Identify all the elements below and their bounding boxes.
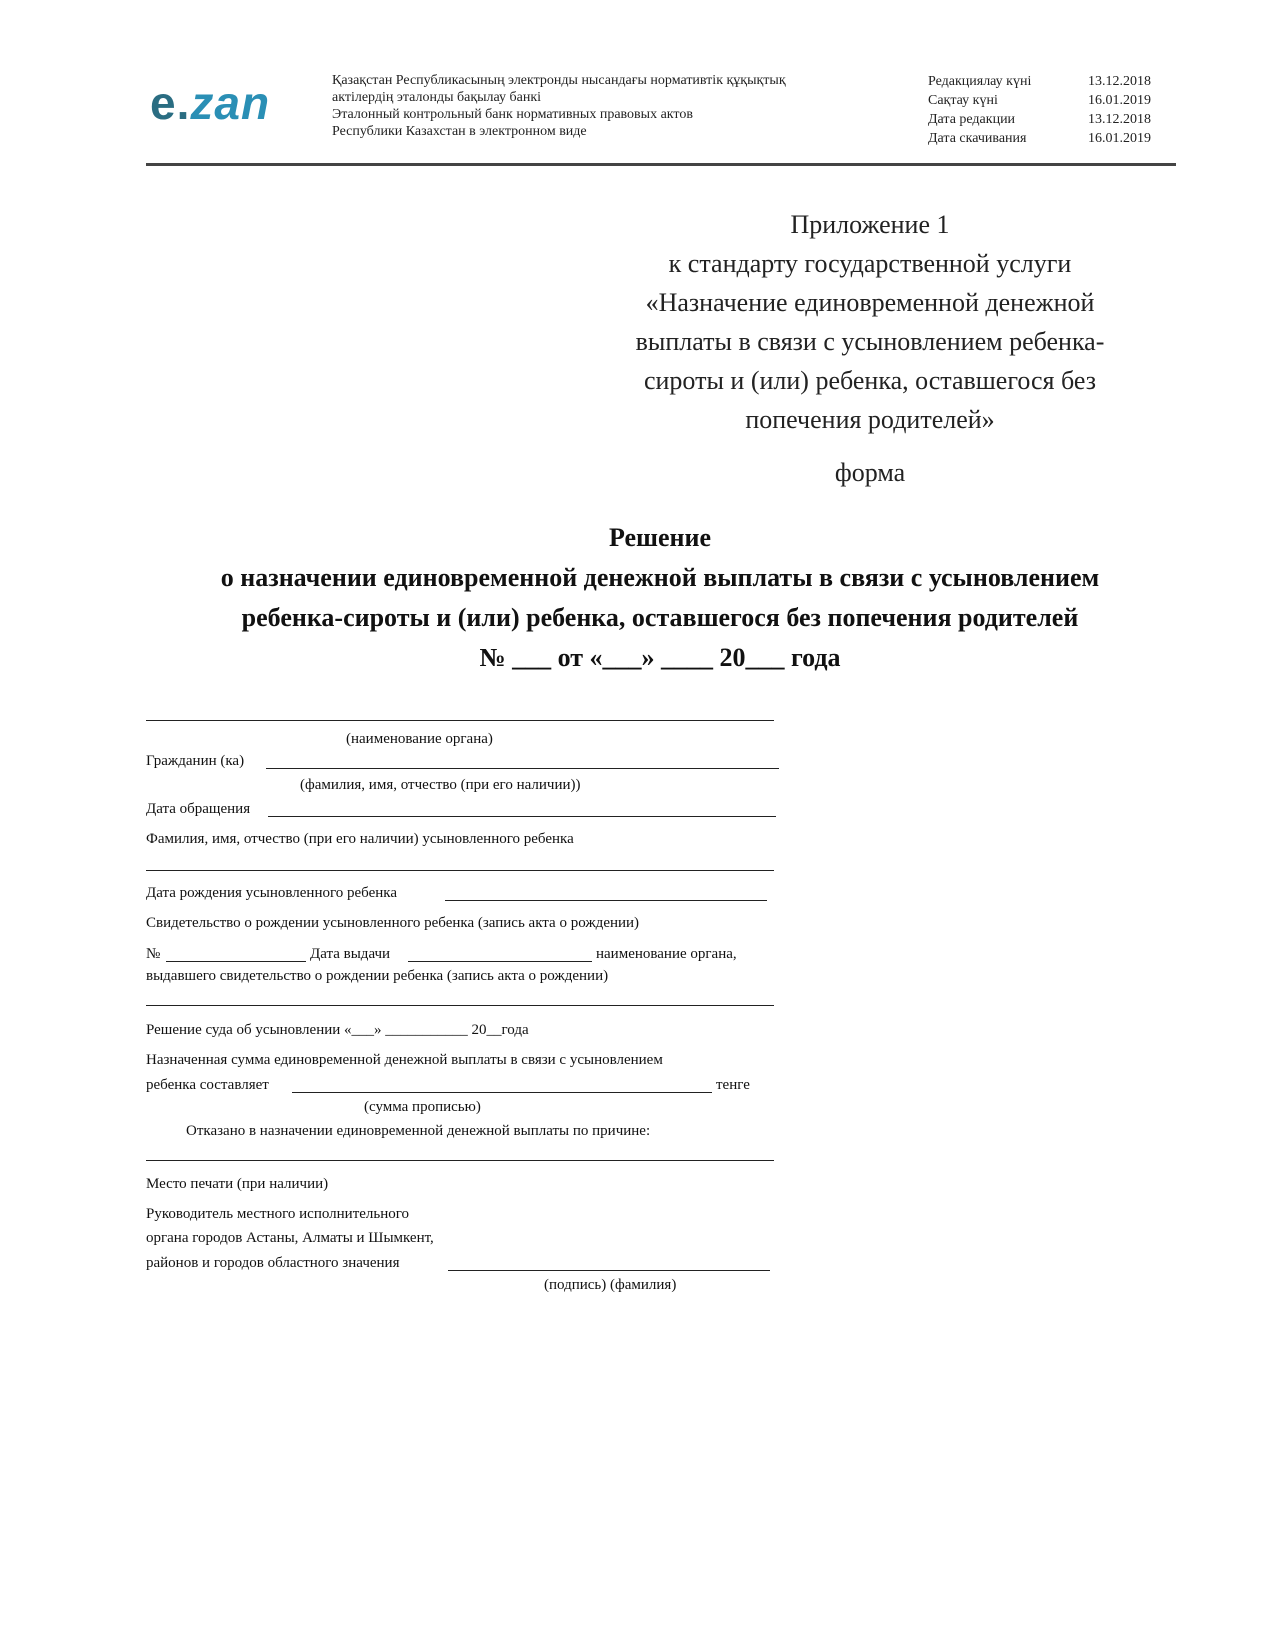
ezan-logo: e.zan [150, 77, 271, 129]
currency-label: тенге [716, 1077, 750, 1093]
signature-field-line[interactable] [448, 1270, 770, 1271]
decision-title [150, 518, 1170, 678]
title-line: № ___ от «___» ____ 20___ года [479, 643, 841, 672]
head-line: органа городов Астаны, Алматы и Шымкент, [146, 1230, 434, 1246]
refusal-label: Отказано в назначении единовременной денежной выплаты по причине: [186, 1123, 651, 1139]
header-line: Қазақстан Республикасының электронды нысандағы нормативтік құқықтық [332, 73, 786, 88]
head-line: Руководитель местного исполнительного [146, 1206, 410, 1222]
appeal-date-label: Дата обращения [146, 801, 251, 817]
title-line: ребенка-сироты и (или) ребенка, оставшегося без попечения родителей [241, 603, 1079, 632]
certificate-label: Свидетельство о рождении усыновленного ребенка (запись акта о рождении) [146, 915, 640, 931]
signature-caption: (подпись) (фамилия) [544, 1277, 677, 1293]
appendix-line: «Назначение единовременной денежной [645, 288, 1095, 317]
appendix-line: Приложение 1 [790, 210, 950, 239]
header-line: актілердің эталонды бақылау банкі [332, 90, 542, 105]
header-line: Республики Казахстан в электронном виде [332, 124, 587, 139]
amount-caption: (сумма прописью) [364, 1099, 481, 1115]
meta-row: Дата скачивания 16.01.2019 [928, 131, 1151, 146]
header-line: Эталонный контрольный банк нормативных правовых актов [332, 107, 693, 122]
issue-date-label: Дата выдачи [310, 946, 391, 962]
header-source-text [332, 72, 786, 140]
appendix-line: сироты и (или) ребенка, оставшегося без [643, 366, 1097, 395]
fio-caption: (фамилия, имя, отчество (при его наличии)) [300, 777, 581, 793]
cert-no-field-line[interactable] [166, 961, 306, 962]
cert-no-label: № [146, 946, 161, 962]
meta-row: Редакциялау күні 13.12.2018 [928, 74, 1151, 89]
appendix-line: к стандарту государственной услуги [668, 249, 1072, 278]
meta-row: Сақтау күні 16.01.2019 [928, 93, 1151, 108]
organ-field-line [146, 720, 774, 721]
child-fio-label: Фамилия, имя, отчество (при его наличии) усыновленного ребенка [146, 831, 574, 847]
appendix-line: попечения родителей» [745, 405, 995, 434]
amount-field-line[interactable] [292, 1092, 712, 1093]
issue-date-field-line[interactable] [408, 961, 592, 962]
child-fio-field-line[interactable] [146, 870, 774, 871]
title-line: Решение [608, 523, 712, 552]
issuer-field-line[interactable] [146, 1005, 774, 1006]
appendix-line: выплаты в связи с усыновлением ребенка- [635, 327, 1105, 356]
child-birth-label: Дата рождения усыновленного ребенка [146, 885, 398, 901]
amount-label: ребенка составляет [146, 1077, 269, 1093]
meta-row: Дата редакции 13.12.2018 [928, 112, 1151, 127]
title-line: о назначении единовременной денежной выплаты в связи с усыновлением [220, 563, 1100, 592]
organ-caption: (наименование органа) [346, 731, 493, 747]
citizen-field-line[interactable] [266, 768, 779, 769]
amount-line1: Назначенная сумма единовременной денежной выплаты в связи с усыновлением [146, 1052, 663, 1068]
header-divider [146, 163, 1176, 166]
stamp-label: Место печати (при наличии) [146, 1176, 329, 1192]
issuer-line2: выдавшего свидетельство о рождении ребенка (запись акта о рождении) [146, 968, 609, 984]
court-decision-line: Решение суда об усыновлении «___» ___________ 20__года [146, 1022, 529, 1038]
issuer-label: наименование органа, [596, 946, 737, 962]
refusal-field-line[interactable] [146, 1160, 774, 1161]
appeal-date-field-line[interactable] [268, 816, 776, 817]
child-birth-field-line[interactable] [445, 900, 767, 901]
head-line: районов и городов областного значения [146, 1255, 400, 1271]
form-label: форма [834, 458, 906, 487]
appendix-block [560, 205, 1180, 439]
citizen-label: Гражданин (ка) [146, 753, 245, 769]
header-meta [928, 72, 1168, 148]
